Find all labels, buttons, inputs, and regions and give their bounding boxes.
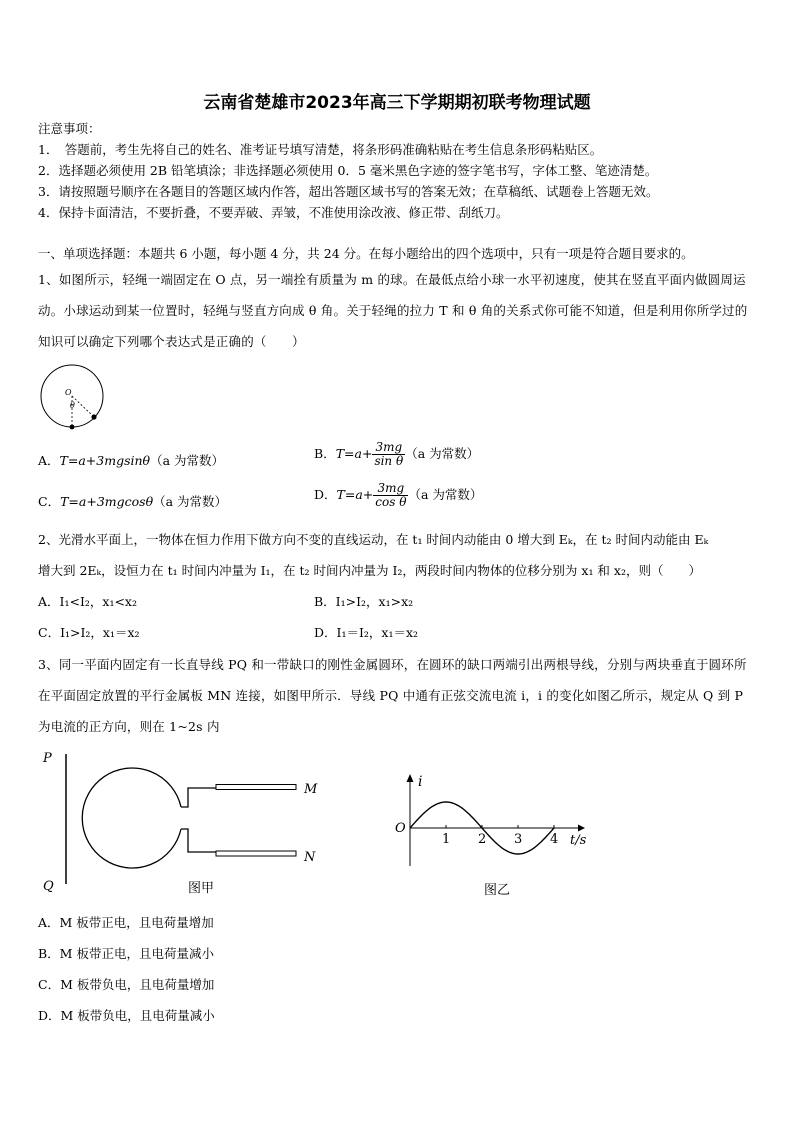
fraction (372, 441, 405, 468)
label-p: P (43, 751, 52, 766)
q2-option-d[interactable]: D．I₁＝I₂，x₁＝x₂ (314, 625, 419, 640)
ball (91, 414, 96, 419)
tick-label: 3 (514, 832, 523, 847)
fraction-denominator: cos θ (375, 495, 407, 509)
option-letter: A． (38, 453, 60, 468)
notice-item-3: 3．请按照题号顺序在各题目的答题区域内作答，超出答题区域书写的答案无效；在草稿纸、试题卷上答题无效。 (38, 184, 659, 199)
tick-label: 1 (442, 832, 451, 847)
q3-option-a[interactable]: A．M 板带正电，且电荷量增加 (38, 915, 214, 930)
option-note: （a 为常数） (150, 453, 225, 468)
option-expression: T=a+3mgcosθ (60, 494, 154, 509)
q3-option-d[interactable]: D．M 板带负电，且电荷量减小 (38, 1008, 215, 1023)
option-letter: C． (38, 494, 61, 509)
option-note: （a 为常数） (153, 494, 228, 509)
section-heading: 一、单项选择题：本题共 6 小题，每小题 4 分，共 24 分。在每小题给出的四个选项中，只有一项是符合题目要求的。 (38, 246, 694, 261)
notice-item-1: 1． 答题前，考生先将自己的姓名、准考证号填写清楚，将条形码准确粘贴在考生信息条形码粘贴区。 (38, 142, 603, 157)
i-axis-label: i (418, 774, 423, 790)
fraction-numerator: 3mg (372, 441, 405, 455)
option-letter: D． (314, 487, 337, 502)
question-2-line-1: 2、光滑水平面上，一物体在恒力作用下做方向不变的直线运动，在 t₁ 时间内动能由 0 增大到 Eₖ，在 t₂ 时间内动能由 Eₖ (38, 532, 709, 547)
option-expression: T=a+3mgsinθ (59, 453, 151, 468)
i-axis-arrow (407, 774, 414, 782)
exam-title: 云南省楚雄市2023年高三下学期期初联考物理试题 (203, 93, 591, 113)
tick-label: 2 (478, 832, 487, 847)
q2-option-b[interactable]: B．I₁>I₂，x₁>x₂ (314, 594, 414, 609)
q2-option-a[interactable]: A．I₁<I₂，x₁<x₂ (38, 594, 137, 609)
q1-option-d[interactable] (314, 482, 482, 509)
lower-lead-wire (181, 829, 216, 852)
option-letter: B． (314, 446, 336, 461)
q3-option-b[interactable]: B．M 板带正电，且电荷量减小 (38, 946, 214, 961)
q3-option-c[interactable]: C．M 板带负电，且电荷量增加 (38, 977, 215, 992)
plate-m (216, 785, 296, 790)
figure-b-chart (388, 768, 598, 898)
fraction-numerator: 3mg (373, 482, 408, 496)
fraction (373, 482, 408, 509)
label-n: N (304, 850, 316, 865)
q2-option-c[interactable]: C．I₁>I₂，x₁＝x₂ (38, 625, 140, 640)
q1-option-a[interactable] (38, 453, 224, 469)
question-2-line-2: 增大到 2Eₖ，设恒力在 t₁ 时间内冲量为 I₁，在 t₂ 时间内冲量为 I₂，两段时间内物体的位移分别为 x₁ 和 x₂，则（ ） (38, 563, 701, 578)
t-axis-label: t/s (570, 833, 587, 848)
metal-ring (82, 768, 181, 868)
option-expression: T=a+ (336, 487, 374, 502)
notice-heading: 注意事项： (38, 121, 101, 136)
question-3-text: 3、同一平面内固定有一长直导线 PQ 和一带缺口的刚性金属圆环，在圆环的缺口两端引出两根导线，分别与两块垂直于圆环所在平面固定放置的平行金属板 MN 连接，如图甲所示．导线 PQ 中通有正弦交流电流 i，i 的变化如图乙所示，规定从 Q 到 P 为电流的正方向，则在 1~2s 内 (38, 657, 747, 734)
upper-lead-wire (181, 788, 216, 807)
figure-b-caption: 图乙 (484, 883, 511, 898)
notice-item-4: 4．保持卡面清洁，不要折叠，不要弄破、弄皱，不准使用涂改液、修正带、刮纸刀。 (38, 205, 509, 220)
origin-label: O (395, 821, 406, 836)
theta-label: θ (70, 401, 75, 410)
point-o-label: O (65, 388, 72, 397)
tick-label: 4 (550, 832, 559, 847)
question-1-figure (36, 362, 108, 434)
figure-a-caption: 图甲 (188, 881, 215, 896)
question-1-text: 1、如图所示，轻绳一端固定在 O 点，另一端拴有质量为 m 的球。在最低点给小球一水平初速度，使其在竖直平面内做圆周运动。小球运动到某一位置时，轻绳与竖直方向成 θ 角。关于轻绳的拉力 T 和 θ 角的关系式你可能不知道，但是利用你所学过的知识可以确定下列哪个表达式是正确的（ ） (38, 272, 748, 349)
lowest-point (70, 425, 75, 430)
rope-line (72, 396, 94, 417)
option-note: （a 为常数） (405, 446, 480, 461)
label-m: M (304, 782, 318, 797)
option-note: （a 为常数） (408, 487, 483, 502)
q1-option-c[interactable] (38, 494, 227, 510)
t-axis-arrow (578, 825, 585, 832)
notice-item-2: 2．选择题必须使用 2B 铅笔填涂；非选择题必须使用 0．5 毫米黑色字迹的签字笔书写，字体工整、笔迹清楚。 (38, 163, 658, 178)
plate-n (216, 851, 296, 856)
label-q: Q (43, 879, 54, 894)
figure-a (38, 748, 368, 898)
q1-option-b[interactable] (314, 441, 479, 468)
option-expression: T=a+ (335, 446, 373, 461)
fraction-denominator: sin θ (374, 454, 404, 468)
